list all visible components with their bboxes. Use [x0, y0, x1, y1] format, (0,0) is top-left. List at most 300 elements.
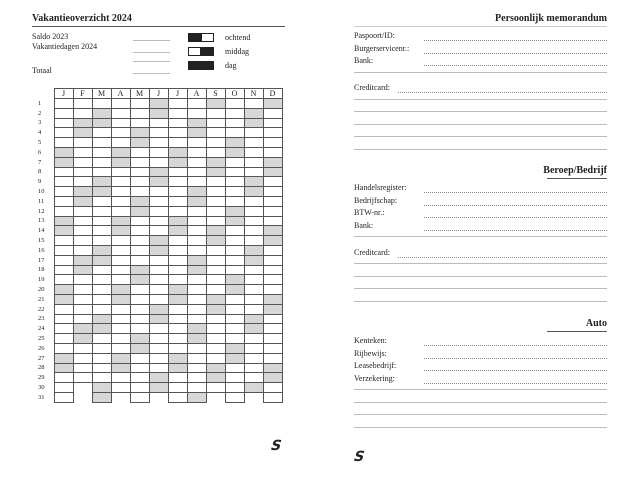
- calendar-cell[interactable]: [149, 304, 168, 314]
- calendar-cell[interactable]: [92, 324, 111, 334]
- calendar-cell[interactable]: [130, 138, 149, 148]
- calendar-cell[interactable]: [130, 304, 149, 314]
- calendar-cell[interactable]: [73, 236, 92, 246]
- calendar-cell[interactable]: [73, 118, 92, 128]
- calendar-cell[interactable]: [73, 245, 92, 255]
- calendar-cell[interactable]: [54, 353, 73, 363]
- calendar-cell[interactable]: [149, 255, 168, 265]
- calendar-cell[interactable]: [187, 373, 206, 383]
- calendar-cell[interactable]: [92, 304, 111, 314]
- calendar-cell[interactable]: [130, 167, 149, 177]
- calendar-cell[interactable]: [92, 363, 111, 373]
- calendar-cell[interactable]: [111, 157, 130, 167]
- calendar-cell[interactable]: [244, 373, 263, 383]
- calendar-cell[interactable]: [168, 167, 187, 177]
- calendar-cell[interactable]: [92, 196, 111, 206]
- calendar-cell[interactable]: [263, 285, 282, 295]
- calendar-cell[interactable]: [149, 245, 168, 255]
- calendar-cell[interactable]: [111, 324, 130, 334]
- calendar-cell[interactable]: [92, 275, 111, 285]
- calendar-cell[interactable]: [206, 373, 225, 383]
- calendar-cell[interactable]: [130, 363, 149, 373]
- calendar-cell[interactable]: [225, 206, 244, 216]
- calendar-cell[interactable]: [111, 265, 130, 275]
- calendar-cell[interactable]: [73, 226, 92, 236]
- calendar-cell[interactable]: [263, 177, 282, 187]
- calendar-cell[interactable]: [54, 157, 73, 167]
- calendar-cell[interactable]: [168, 265, 187, 275]
- calendar-cell[interactable]: [111, 108, 130, 118]
- calendar-cell[interactable]: [54, 265, 73, 275]
- calendar-cell[interactable]: [130, 265, 149, 275]
- calendar-cell[interactable]: [187, 363, 206, 373]
- field-input-line[interactable]: [398, 92, 607, 93]
- calendar-cell[interactable]: [111, 255, 130, 265]
- calendar-cell[interactable]: [225, 275, 244, 285]
- calendar-cell[interactable]: [187, 314, 206, 324]
- field-input-line[interactable]: [424, 192, 607, 193]
- calendar-cell[interactable]: [73, 157, 92, 167]
- calendar-cell[interactable]: [244, 118, 263, 128]
- calendar-cell[interactable]: [206, 167, 225, 177]
- calendar-cell[interactable]: [92, 334, 111, 344]
- calendar-cell[interactable]: [263, 99, 282, 109]
- calendar-cell[interactable]: [206, 275, 225, 285]
- calendar-cell[interactable]: [130, 108, 149, 118]
- calendar-cell[interactable]: [206, 294, 225, 304]
- calendar-cell[interactable]: [225, 324, 244, 334]
- calendar-cell[interactable]: [225, 334, 244, 344]
- calendar-cell[interactable]: [168, 236, 187, 246]
- calendar-cell[interactable]: [73, 206, 92, 216]
- calendar-cell[interactable]: [263, 294, 282, 304]
- calendar-cell[interactable]: [263, 157, 282, 167]
- calendar-cell[interactable]: [92, 138, 111, 148]
- calendar-cell[interactable]: [168, 128, 187, 138]
- calendar-cell[interactable]: [130, 128, 149, 138]
- calendar-cell[interactable]: [225, 216, 244, 226]
- calendar-cell[interactable]: [73, 167, 92, 177]
- calendar-cell[interactable]: [263, 334, 282, 344]
- calendar-cell[interactable]: [130, 147, 149, 157]
- calendar-cell[interactable]: [206, 226, 225, 236]
- calendar-cell[interactable]: [244, 167, 263, 177]
- calendar-cell[interactable]: [54, 226, 73, 236]
- calendar-cell[interactable]: [187, 216, 206, 226]
- calendar-cell[interactable]: [263, 343, 282, 353]
- calendar-cell[interactable]: [111, 334, 130, 344]
- calendar-cell[interactable]: [263, 236, 282, 246]
- calendar-cell[interactable]: [130, 294, 149, 304]
- calendar-cell[interactable]: [168, 118, 187, 128]
- calendar-cell[interactable]: [206, 343, 225, 353]
- calendar-cell[interactable]: [149, 285, 168, 295]
- calendar-cell[interactable]: [149, 216, 168, 226]
- calendar-cell[interactable]: [225, 373, 244, 383]
- calendar-cell[interactable]: [54, 138, 73, 148]
- calendar-cell[interactable]: [168, 177, 187, 187]
- calendar-cell[interactable]: [54, 147, 73, 157]
- calendar-cell[interactable]: [187, 167, 206, 177]
- blank-line[interactable]: [354, 427, 607, 428]
- calendar-cell[interactable]: [149, 196, 168, 206]
- calendar-cell[interactable]: [92, 216, 111, 226]
- calendar-cell[interactable]: [244, 255, 263, 265]
- field-input-line[interactable]: [424, 345, 607, 346]
- calendar-cell[interactable]: [149, 294, 168, 304]
- calendar-cell[interactable]: [149, 167, 168, 177]
- calendar-cell[interactable]: [244, 383, 263, 393]
- calendar-cell[interactable]: [187, 128, 206, 138]
- calendar-cell[interactable]: [206, 255, 225, 265]
- calendar-cell[interactable]: [130, 245, 149, 255]
- calendar-cell[interactable]: [54, 275, 73, 285]
- calendar-cell[interactable]: [187, 157, 206, 167]
- calendar-cell[interactable]: [225, 383, 244, 393]
- calendar-cell[interactable]: [263, 226, 282, 236]
- calendar-cell[interactable]: [149, 187, 168, 197]
- blank-line[interactable]: [354, 236, 607, 237]
- calendar-cell[interactable]: [206, 314, 225, 324]
- calendar-cell[interactable]: [244, 304, 263, 314]
- calendar-cell[interactable]: [206, 265, 225, 275]
- calendar-cell[interactable]: [111, 285, 130, 295]
- calendar-cell[interactable]: [92, 383, 111, 393]
- calendar-cell[interactable]: [92, 157, 111, 167]
- calendar-cell[interactable]: [54, 392, 73, 402]
- calendar-cell[interactable]: [206, 108, 225, 118]
- calendar-cell[interactable]: [206, 147, 225, 157]
- calendar-cell[interactable]: [168, 304, 187, 314]
- calendar-cell[interactable]: [206, 206, 225, 216]
- calendar-cell[interactable]: [225, 294, 244, 304]
- calendar-cell[interactable]: [244, 177, 263, 187]
- calendar-cell[interactable]: [111, 128, 130, 138]
- calendar-cell[interactable]: [111, 236, 130, 246]
- calendar-cell[interactable]: [206, 118, 225, 128]
- calendar-cell[interactable]: [244, 216, 263, 226]
- calendar-cell[interactable]: [225, 108, 244, 118]
- calendar-cell[interactable]: [206, 187, 225, 197]
- calendar-cell[interactable]: [206, 99, 225, 109]
- calendar-cell[interactable]: [149, 265, 168, 275]
- calendar-cell[interactable]: [263, 206, 282, 216]
- calendar-cell[interactable]: [263, 118, 282, 128]
- calendar-cell[interactable]: [149, 236, 168, 246]
- calendar-cell[interactable]: [149, 343, 168, 353]
- blank-line[interactable]: [354, 136, 607, 137]
- calendar-cell[interactable]: [206, 196, 225, 206]
- field-input-line[interactable]: [424, 383, 607, 384]
- calendar-cell[interactable]: [130, 196, 149, 206]
- calendar-cell[interactable]: [149, 177, 168, 187]
- calendar-cell[interactable]: [111, 245, 130, 255]
- calendar-cell[interactable]: [244, 294, 263, 304]
- calendar-cell[interactable]: [149, 275, 168, 285]
- calendar-cell[interactable]: [92, 206, 111, 216]
- calendar-cell[interactable]: [187, 383, 206, 393]
- calendar-cell[interactable]: [244, 285, 263, 295]
- calendar-cell[interactable]: [54, 167, 73, 177]
- calendar-cell[interactable]: [187, 294, 206, 304]
- calendar-cell[interactable]: [111, 138, 130, 148]
- calendar-cell[interactable]: [263, 147, 282, 157]
- calendar-cell[interactable]: [168, 294, 187, 304]
- field-input-line[interactable]: [424, 370, 607, 371]
- calendar-cell[interactable]: [92, 147, 111, 157]
- calendar-cell[interactable]: [263, 363, 282, 373]
- calendar-cell[interactable]: [244, 196, 263, 206]
- calendar-cell[interactable]: [54, 363, 73, 373]
- calendar-cell[interactable]: [130, 353, 149, 363]
- calendar-cell[interactable]: [54, 334, 73, 344]
- calendar-cell[interactable]: [225, 99, 244, 109]
- calendar-cell[interactable]: [168, 343, 187, 353]
- calendar-cell[interactable]: [206, 138, 225, 148]
- calendar-cell[interactable]: [111, 206, 130, 216]
- calendar-cell[interactable]: [130, 285, 149, 295]
- calendar-cell[interactable]: [92, 245, 111, 255]
- calendar-cell[interactable]: [130, 118, 149, 128]
- calendar-cell[interactable]: [111, 383, 130, 393]
- calendar-cell[interactable]: [187, 147, 206, 157]
- calendar-cell[interactable]: [73, 255, 92, 265]
- calendar-cell[interactable]: [111, 343, 130, 353]
- calendar-cell[interactable]: [187, 245, 206, 255]
- calendar-cell[interactable]: [92, 226, 111, 236]
- calendar-cell[interactable]: [111, 216, 130, 226]
- calendar-cell[interactable]: [244, 128, 263, 138]
- calendar-cell[interactable]: [54, 118, 73, 128]
- calendar-cell[interactable]: [73, 187, 92, 197]
- blank-line[interactable]: [354, 111, 607, 112]
- calendar-cell[interactable]: [225, 118, 244, 128]
- calendar-cell[interactable]: [92, 108, 111, 118]
- calendar-cell[interactable]: [225, 187, 244, 197]
- calendar-cell[interactable]: [111, 147, 130, 157]
- blank-line[interactable]: [354, 276, 607, 277]
- calendar-cell[interactable]: [130, 187, 149, 197]
- calendar-cell[interactable]: [73, 334, 92, 344]
- calendar-cell[interactable]: [54, 343, 73, 353]
- calendar-cell[interactable]: [187, 99, 206, 109]
- calendar-cell[interactable]: [225, 265, 244, 275]
- calendar-cell[interactable]: [73, 324, 92, 334]
- calendar-cell[interactable]: [225, 304, 244, 314]
- calendar-cell[interactable]: [263, 138, 282, 148]
- calendar-cell[interactable]: [187, 392, 206, 402]
- calendar-cell[interactable]: [73, 343, 92, 353]
- calendar-cell[interactable]: [263, 324, 282, 334]
- calendar-cell[interactable]: [244, 108, 263, 118]
- calendar-cell[interactable]: [206, 383, 225, 393]
- calendar-cell[interactable]: [187, 196, 206, 206]
- calendar-cell[interactable]: [149, 206, 168, 216]
- calendar-cell[interactable]: [244, 334, 263, 344]
- calendar-cell[interactable]: [54, 373, 73, 383]
- calendar-cell[interactable]: [92, 285, 111, 295]
- field-input-line[interactable]: [424, 53, 607, 54]
- blank-line[interactable]: [354, 288, 607, 289]
- calendar-cell[interactable]: [206, 334, 225, 344]
- calendar-cell[interactable]: [111, 99, 130, 109]
- calendar-cell[interactable]: [149, 383, 168, 393]
- calendar-cell[interactable]: [263, 353, 282, 363]
- calendar-cell[interactable]: [149, 314, 168, 324]
- calendar-cell[interactable]: [111, 304, 130, 314]
- calendar-cell[interactable]: [187, 324, 206, 334]
- calendar-cell[interactable]: [92, 392, 111, 402]
- calendar-cell[interactable]: [225, 255, 244, 265]
- calendar-cell[interactable]: [54, 236, 73, 246]
- calendar-cell[interactable]: [225, 157, 244, 167]
- calendar-cell[interactable]: [225, 236, 244, 246]
- calendar-cell[interactable]: [111, 363, 130, 373]
- calendar-cell[interactable]: [263, 108, 282, 118]
- calendar-cell[interactable]: [73, 373, 92, 383]
- calendar-cell[interactable]: [225, 177, 244, 187]
- field-input-line[interactable]: [424, 65, 607, 66]
- calendar-cell[interactable]: [130, 392, 149, 402]
- calendar-cell[interactable]: [130, 343, 149, 353]
- blank-line[interactable]: [354, 149, 607, 150]
- calendar-cell[interactable]: [111, 167, 130, 177]
- calendar-cell[interactable]: [130, 226, 149, 236]
- calendar-cell[interactable]: [168, 99, 187, 109]
- calendar-cell[interactable]: [206, 236, 225, 246]
- calendar-cell[interactable]: [244, 157, 263, 167]
- calendar-cell[interactable]: [111, 118, 130, 128]
- calendar-cell[interactable]: [130, 255, 149, 265]
- calendar-cell[interactable]: [244, 147, 263, 157]
- calendar-cell[interactable]: [92, 353, 111, 363]
- calendar-cell[interactable]: [263, 265, 282, 275]
- calendar-cell[interactable]: [92, 128, 111, 138]
- calendar-cell[interactable]: [225, 167, 244, 177]
- calendar-cell[interactable]: [130, 275, 149, 285]
- calendar-cell[interactable]: [187, 275, 206, 285]
- calendar-cell[interactable]: [73, 314, 92, 324]
- calendar-cell[interactable]: [244, 275, 263, 285]
- calendar-cell[interactable]: [187, 255, 206, 265]
- field-input-line[interactable]: [424, 217, 607, 218]
- calendar-cell[interactable]: [73, 285, 92, 295]
- calendar-cell[interactable]: [149, 373, 168, 383]
- calendar-cell[interactable]: [225, 147, 244, 157]
- calendar-cell[interactable]: [168, 206, 187, 216]
- calendar-cell[interactable]: [92, 99, 111, 109]
- calendar-cell[interactable]: [130, 157, 149, 167]
- calendar-cell[interactable]: [111, 353, 130, 363]
- calendar-cell[interactable]: [54, 206, 73, 216]
- calendar-cell[interactable]: [130, 324, 149, 334]
- calendar-cell[interactable]: [92, 187, 111, 197]
- calendar-cell[interactable]: [73, 147, 92, 157]
- calendar-cell[interactable]: [54, 177, 73, 187]
- calendar-cell[interactable]: [130, 216, 149, 226]
- calendar-cell[interactable]: [111, 226, 130, 236]
- calendar-cell[interactable]: [92, 343, 111, 353]
- calendar-cell[interactable]: [168, 275, 187, 285]
- calendar-cell[interactable]: [187, 108, 206, 118]
- calendar-cell[interactable]: [149, 108, 168, 118]
- calendar-cell[interactable]: [244, 245, 263, 255]
- calendar-cell[interactable]: [225, 392, 244, 402]
- field-input-line[interactable]: [424, 40, 607, 41]
- calendar-cell[interactable]: [111, 187, 130, 197]
- calendar-cell[interactable]: [225, 245, 244, 255]
- calendar-cell[interactable]: [168, 392, 187, 402]
- field-input-line[interactable]: [424, 205, 607, 206]
- calendar-cell[interactable]: [149, 363, 168, 373]
- calendar-cell[interactable]: [263, 216, 282, 226]
- calendar-cell[interactable]: [168, 216, 187, 226]
- calendar-cell[interactable]: [263, 304, 282, 314]
- calendar-cell[interactable]: [73, 128, 92, 138]
- calendar-cell[interactable]: [187, 304, 206, 314]
- calendar-cell[interactable]: [111, 275, 130, 285]
- calendar-cell[interactable]: [244, 363, 263, 373]
- calendar-cell[interactable]: [54, 245, 73, 255]
- calendar-cell[interactable]: [206, 363, 225, 373]
- calendar-cell[interactable]: [111, 196, 130, 206]
- calendar-cell[interactable]: [130, 373, 149, 383]
- calendar-cell[interactable]: [225, 353, 244, 363]
- calendar-cell[interactable]: [187, 187, 206, 197]
- calendar-cell[interactable]: [92, 167, 111, 177]
- calendar-cell[interactable]: [187, 343, 206, 353]
- calendar-cell[interactable]: [73, 177, 92, 187]
- calendar-cell[interactable]: [263, 128, 282, 138]
- calendar-cell[interactable]: [206, 245, 225, 255]
- calendar-cell[interactable]: [206, 216, 225, 226]
- calendar-cell[interactable]: [73, 196, 92, 206]
- calendar-cell[interactable]: [149, 226, 168, 236]
- calendar-cell[interactable]: [244, 265, 263, 275]
- calendar-cell[interactable]: [130, 206, 149, 216]
- blank-line[interactable]: [354, 301, 607, 302]
- calendar-cell[interactable]: [168, 373, 187, 383]
- calendar-cell[interactable]: [130, 177, 149, 187]
- calendar-cell[interactable]: [263, 255, 282, 265]
- calendar-cell[interactable]: [168, 285, 187, 295]
- calendar-cell[interactable]: [168, 108, 187, 118]
- calendar-cell[interactable]: [73, 363, 92, 373]
- calendar-cell[interactable]: [54, 216, 73, 226]
- calendar-cell[interactable]: [149, 118, 168, 128]
- calendar-cell[interactable]: [73, 304, 92, 314]
- calendar-cell[interactable]: [92, 314, 111, 324]
- calendar-cell[interactable]: [111, 314, 130, 324]
- calendar-cell[interactable]: [92, 177, 111, 187]
- calendar-cell[interactable]: [244, 99, 263, 109]
- calendar-cell[interactable]: [225, 138, 244, 148]
- calendar-cell[interactable]: [206, 324, 225, 334]
- calendar-cell[interactable]: [130, 334, 149, 344]
- calendar-cell[interactable]: [225, 196, 244, 206]
- blank-line[interactable]: [354, 263, 607, 264]
- calendar-cell[interactable]: [73, 294, 92, 304]
- calendar-cell[interactable]: [54, 285, 73, 295]
- calendar-cell[interactable]: [263, 275, 282, 285]
- calendar-cell[interactable]: [168, 245, 187, 255]
- blank-line[interactable]: [354, 389, 607, 390]
- calendar-cell[interactable]: [130, 314, 149, 324]
- calendar-cell[interactable]: [263, 167, 282, 177]
- calendar-cell[interactable]: [187, 206, 206, 216]
- calendar-cell[interactable]: [263, 314, 282, 324]
- calendar-cell[interactable]: [168, 334, 187, 344]
